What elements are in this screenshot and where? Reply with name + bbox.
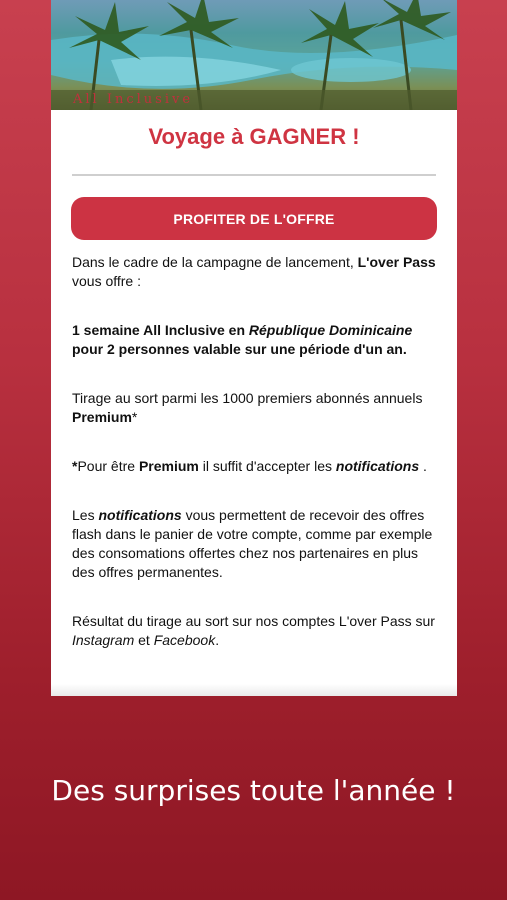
draw-text: Tirage au sort parmi les 1000 premiers abonnés annuels (72, 390, 423, 406)
divider (72, 174, 436, 176)
all-inclusive-label: All Inclusive (73, 92, 194, 107)
notifications-text: Les (72, 507, 99, 523)
notifications-text-end: vous permettent de recevoir des offres flash dans le panier de votre compte, comme par exemple des consomations offertes chez nos partenaires en plus des offres permanentes. (72, 507, 433, 580)
draw-paragraph (72, 389, 437, 427)
premium-label: Premium (138, 458, 199, 474)
instagram-link[interactable]: Instagram (72, 632, 135, 648)
promo-tagline: Des surprises toute l'année ! (51, 774, 456, 807)
facebook-link[interactable]: Facebook (153, 632, 216, 648)
results-paragraph (72, 612, 437, 650)
intro-text-end: vous offre : (72, 273, 142, 289)
results-text: Résultat du tirage au sort sur nos comptes L'over Pass sur (72, 613, 435, 629)
intro-paragraph (72, 253, 437, 291)
prize-paragraph (72, 321, 437, 359)
notifications-term: notifications (335, 458, 420, 474)
offer-description (51, 240, 457, 650)
results-text-and: et (134, 632, 154, 648)
premium-text-end: . (419, 458, 427, 474)
resort-photo (51, 0, 457, 110)
scroll-fade (51, 684, 457, 696)
notifications-term: notifications (98, 507, 182, 523)
prize-destination: République Dominicaine (248, 322, 413, 338)
brand-name: L'over Pass (357, 254, 436, 270)
prize-text: 1 semaine All Inclusive en (72, 322, 249, 338)
profit-offer-button[interactable]: PROFITER DE L'OFFRE (71, 197, 437, 240)
page-title: Voyage à GAGNER ! (148, 124, 360, 149)
premium-text-mid: il suffit d'accepter les (198, 458, 336, 474)
asterisk: * (72, 458, 78, 474)
premium-label: Premium (72, 409, 132, 425)
premium-paragraph (72, 457, 437, 476)
results-text-end: . (215, 632, 220, 648)
notifications-paragraph (72, 506, 437, 582)
app-screen (51, 0, 457, 696)
prize-text-end: pour 2 personnes valable sur une période d'un an. (72, 341, 407, 357)
premium-text: Pour être (77, 458, 139, 474)
intro-text: Dans le cadre de la campagne de lancement, (72, 254, 358, 270)
asterisk: * (131, 409, 138, 425)
